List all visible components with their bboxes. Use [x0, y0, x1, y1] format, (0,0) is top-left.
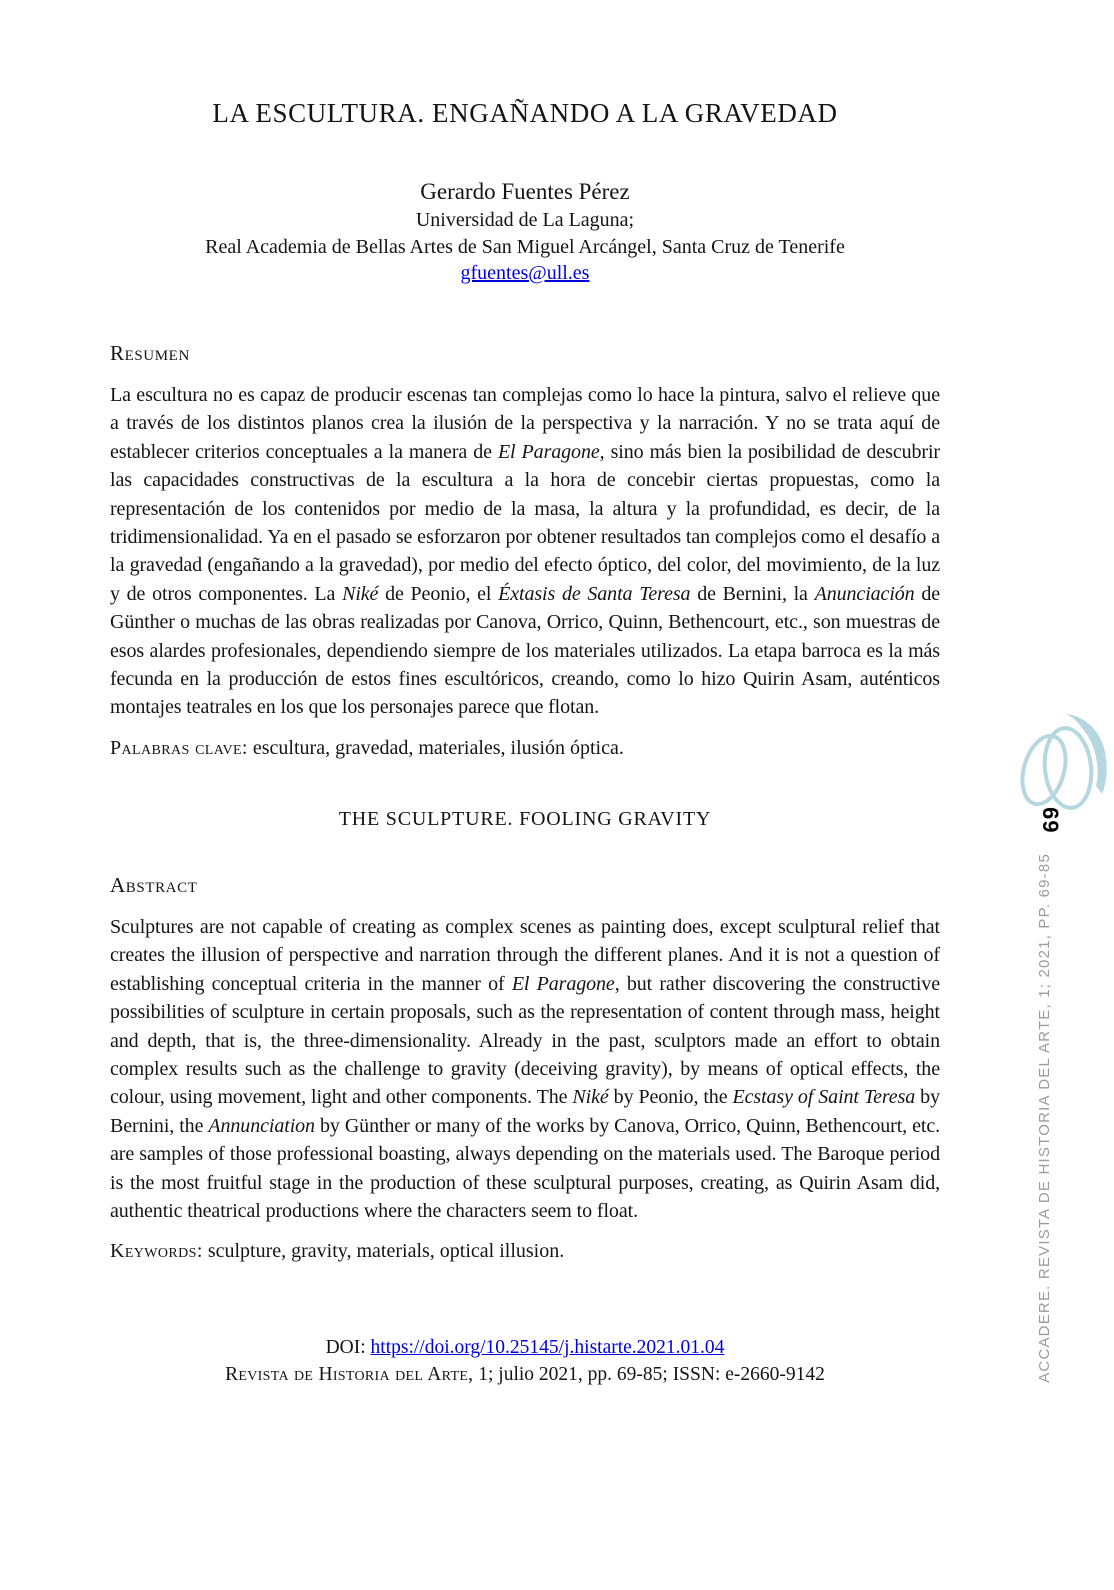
journal-sidebar-text: ACCADERE. REVISTA DE HISTORIA DEL ARTE, 1; 2021, PP. 69-85 [1036, 853, 1053, 1383]
journal-name: Revista de Historia del Arte, [225, 1364, 474, 1385]
abstract-heading: Abstract [110, 872, 198, 897]
keywords-text: sculpture, gravity, materials, optical illusion. [202, 1240, 565, 1263]
journal-citation-line [110, 1361, 940, 1388]
author-name: Gerardo Fuentes Pérez [420, 179, 630, 204]
article-title: LA ESCULTURA. ENGAÑANDO A LA GRAVEDAD [212, 98, 838, 128]
affiliation-2: Real Academia de Bellas Artes de San Miguel Arcángel, Santa Cruz de Tenerife [205, 236, 845, 258]
keywords-line [110, 1237, 940, 1265]
accadere-flourish-icon [1008, 708, 1110, 816]
page-number: 69 [1038, 806, 1063, 833]
english-title: THE SCULPTURE. FOOLING GRAVITY [338, 807, 712, 830]
abstract-paragraph: Sculptures are not capable of creating as complex scenes as painting does, except sculptural relief that creates the illusion of perspective and narration through the different planes. And it is not a question of establishing conceptual criteria in the manner of El Paragone, but rather discovering the constructive possibilities of sculpture in certain proposals, such as the representation of content through mass, height and depth, that is, the three-dimensionality. Already in the past, sculptors made an effort to obtain complex results such as the challenge to gravity (deceiving gravity), by means of optical effects, the colour, using movement, light and other components. The Niké by Peonio, the Ecstasy of Saint Teresa by Bernini, the Annunciation by Günther or many of the works by Canova, Orrico, Quinn, Bethencourt, etc. are samples of those professional boasting, always depending on the materials used. The Baroque period is the most fruitful stage in the production of these sculptural purposes, creating, as Quirin Asam did, authentic theatrical productions where the characters seem to float. [110, 915, 941, 1222]
palabras-clave-text: escultura, gravedad, materiales, ilusión óptica. [247, 736, 624, 759]
palabras-clave-label: Palabras clave: [110, 736, 248, 759]
resumen-paragraph: La escultura no es capaz de producir escenas tan complejas como lo hace la pintura, salvo el relieve que a través de los distintos planos crea la ilusión de la perspectiva y la narración. Y no se trata aquí de establecer criterios conceptuales a la manera de El Paragone, sino más bien la posibilidad de descubrir las capacidades constructivas de la escultura a la hora de concebir ciertas propuestas, como la representación de los contenidos por medio de la masa, la altura y la profundidad, es decir, de la tridimensionalidad. Ya en el pasado se esforzaron por obtener resultados tan complejos como el desafío a la gravedad (engañando a la gravedad), por medio del efecto óptico, del color, del movimiento, de la luz y de otros componentes. La Niké de Peonio, el Éxtasis de Santa Teresa de Bernini, la Anunciación de Günther o muchas de las obras realizadas por Canova, Orrico, Quinn, Bethencourt, etc., son muestras de esos alardes profesionales, dependiendo siempre de los materiales utilizados. La etapa barroca es la más fecunda en la producción de estos fines escultóricos, creando, como lo hizo Quirin Asam, auténticos montajes teatrales en los que los personajes parece que flotan. [110, 384, 941, 719]
main-column [110, 0, 940, 1265]
palabras-clave-line [110, 734, 940, 762]
keywords-label: Keywords: [110, 1240, 203, 1263]
affiliation-1: Universidad de La Laguna; [415, 209, 635, 231]
doi-line [110, 1334, 940, 1361]
journal-logo [1008, 708, 1110, 816]
doi-label: DOI: [325, 1337, 371, 1358]
author-email-link[interactable]: gfuentes@ull.es [460, 262, 590, 284]
journal-issue-info: 1; julio 2021, pp. 69-85; ISSN: e-2660-9142 [473, 1364, 825, 1385]
author-block [110, 177, 940, 285]
footer-citation-block [110, 1334, 940, 1388]
resumen-heading: Resumen [110, 341, 190, 365]
doi-link[interactable]: https://doi.org/10.25145/j.histarte.2021.01.04 [370, 1337, 725, 1358]
